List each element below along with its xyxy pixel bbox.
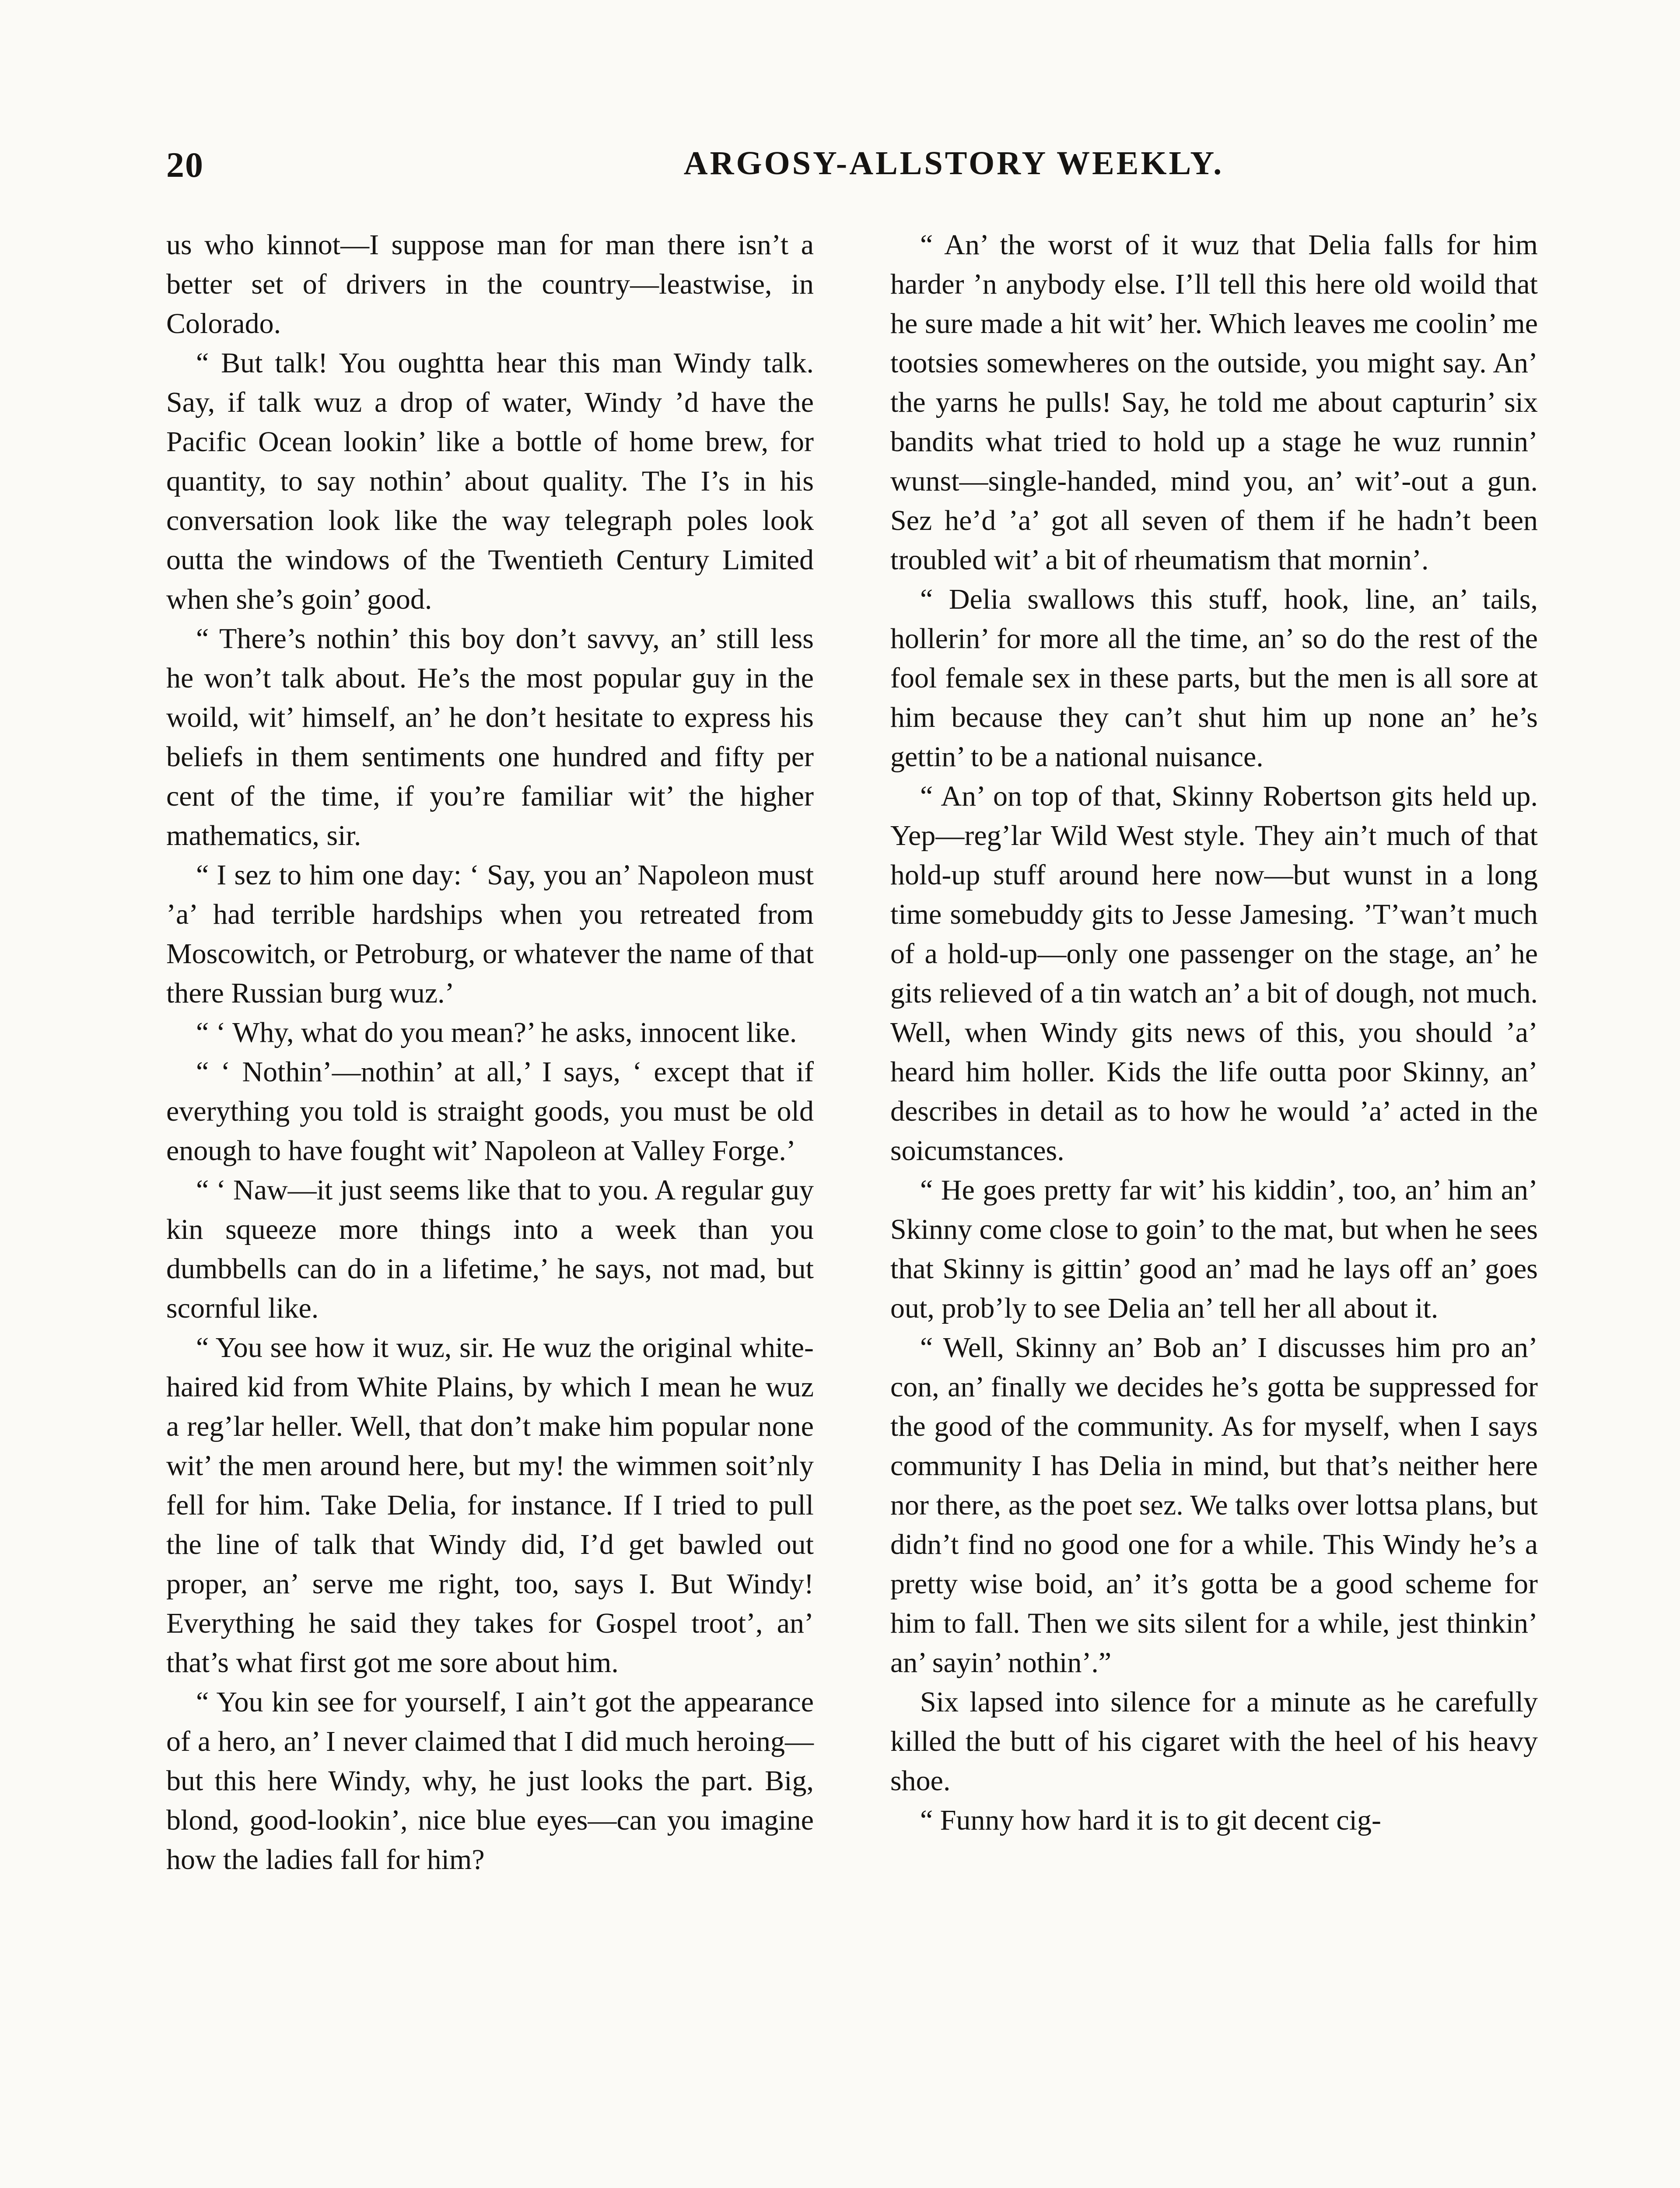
paragraph: “ ‘ Why, what do you mean?’ he asks, innocent like. (196, 1017, 797, 1048)
paragraph: “ Well, Skinny an’ Bob an’ I discusses him pro an’ con, an’ finally we decides he’s gotta be suppressed for the good of the community. As for myself, when I says community I has Delia in mind, but that’s neither here nor there, as the poet sez. We talks over lottsa plans, but didn’t find no good one for a while. This Windy he’s a pretty wise boid, an’ it’s gotta be a good scheme for him to fall. Then we sits silent for a while, jest thinkin’ an’ sayin’ nothin’.” (890, 1332, 1538, 1679)
running-head: ARGOSY-ALLSTORY WEEKLY. (683, 145, 1224, 182)
paragraph: “ There’s nothin’ this boy don’t savvy, an’ still less he won’t talk about. He’s the most popular guy in the woild, wit’ himself, an’ he don’t hesitate to express his beliefs in them sentiments one hundred and fifty per cent of the time, if you’re familiar wit’ the higher mathematics, sir. (166, 623, 814, 852)
left-column (166, 225, 814, 1879)
paragraph: “ ‘ Nothin’—nothin’ at all,’ I says, ‘ except that if everything you told is straight goods, you must be old enough to have fought wit’ Napoleon at Valley Forge.’ (166, 1056, 814, 1167)
paragraph: “ I sez to him one day: ‘ Say, you an’ Napoleon must ’a’ had terrible hardships when you retreated from Moscowitch, or Petroburg, or whatever the name of that there Russian burg wuz.’ (166, 859, 814, 1009)
paragraph: Six lapsed into silence for a minute as he carefully killed the butt of his cigaret with the heel of his heavy shoe. (890, 1686, 1538, 1797)
paragraph: “ You see how it wuz, sir. He wuz the original white-haired kid from White Plains, by which I mean he wuz a reg’lar heller. Well, that don’t make him popular none wit’ the men around here, but my! the wimmen soit’nly fell for him. Take Delia, for instance. If I tried to pull the line of talk that Windy did, I’d get bawled out proper, an’ serve me right, too, says I. But Windy! Everything he said they takes for Gospel troot’, an’ that’s what first got me sore about him. (166, 1332, 814, 1679)
paragraph: “ But talk! You oughtta hear this man Windy talk. Say, if talk wuz a drop of water, Windy ’d have the Pacific Ocean lookin’ like a bottle of home brew, for quantity, to say nothin’ about quality. The I’s in his conversation look like the way telegraph poles look outta the windows of the Twentieth Century Limited when she’s goin’ good. (166, 347, 814, 615)
paragraph: “ An’ on top of that, Skinny Robertson gits held up. Yep—reg’lar Wild West style. They ain’t much of that hold-up stuff around here now—but wunst in a long time somebuddy gits to Jesse Jamesing. ’T’wan’t much of a hold-up—only one passenger on the stage, an’ he gits relieved of a tin watch an’ a bit of dough, not much. Well, when Windy gits news of this, you should ’a’ heard him holler. Kids the life outta poor Skinny, an’ describes in detail as to how he would ’a’ acted in the soicumstances. (890, 780, 1538, 1167)
paragraph: “ You kin see for yourself, I ain’t got the appearance of a hero, an’ I never claimed that I did much heroing—but this here Windy, why, he just looks the part. Big, blond, good-lookin’, nice blue eyes—can you imagine how the ladies fall for him? (166, 1686, 814, 1876)
paragraph: “ An’ the worst of it wuz that Delia falls for him harder ’n anybody else. I’ll tell this here old woild that he sure made a hit wit’ her. Which leaves me coolin’ me tootsies somewheres on the outside, you might say. An’ the yarns he pulls! Say, he told me about capturin’ six bandits what tried to hold up a stage he wuz runnin’ wunst—single-handed, mind you, an’ wit’-out a gun. Sez he’d ’a’ got all seven of them if he hadn’t been troubled wit’ a bit of rheumatism that mornin’. (890, 229, 1538, 576)
right-column (890, 225, 1538, 1840)
page-header (166, 144, 1628, 206)
paragraph: us who kinnot—I suppose man for man there isn’t a better set of drivers in the country—leastwise, in Colorado. (166, 229, 814, 340)
paragraph: “ ‘ Naw—it just seems like that to you. A regular guy kin squeeze more things into a week than you dumbbells can do in a lifetime,’ he says, not mad, but scornful like. (166, 1174, 814, 1324)
page-number: 20 (166, 145, 204, 185)
paragraph: “ Delia swallows this stuff, hook, line, an’ tails, hollerin’ for more all the time, an’ so do the rest of the fool female sex in these parts, but the men is all sore at him because they can’t shut him up none an’ he’s gettin’ to be a national nuisance. (890, 583, 1538, 773)
paragraph: “ He goes pretty far wit’ his kiddin’, too, an’ him an’ Skinny come close to goin’ to the mat, but when he sees that Skinny is gittin’ good an’ mad he lays off an’ goes out, prob’ly to see Delia an’ tell her all about it. (890, 1174, 1538, 1324)
paragraph: “ Funny how hard it is to git decent cig- (920, 1804, 1381, 1836)
